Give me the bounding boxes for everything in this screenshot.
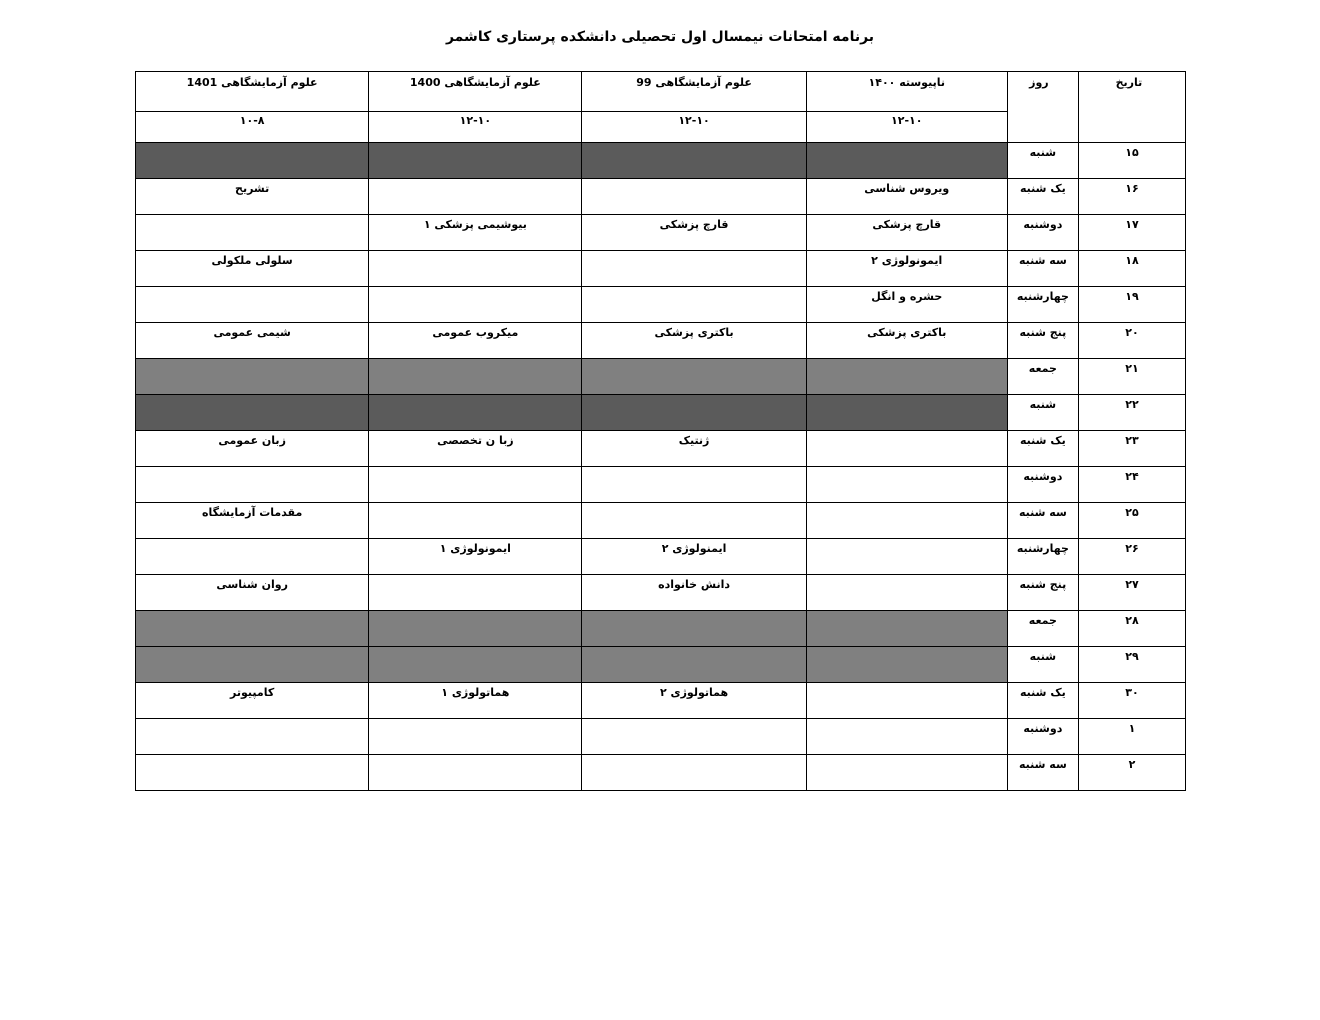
day-cell: دوشنبه	[1007, 467, 1078, 503]
day-cell: شنبه	[1007, 647, 1078, 683]
table-row	[136, 575, 1186, 611]
date-cell: ۲۷	[1078, 575, 1185, 611]
col1-cell: قارچ پزشکی	[806, 215, 1007, 251]
col2-cell	[582, 611, 806, 647]
date-cell: ۱۹	[1078, 287, 1185, 323]
col4-cell	[136, 611, 369, 647]
date-cell: ۱۵	[1078, 143, 1185, 179]
table-row	[136, 143, 1186, 179]
table-row	[136, 647, 1186, 683]
day-cell: شنبه	[1007, 143, 1078, 179]
day-cell: جمعه	[1007, 359, 1078, 395]
table-row	[136, 539, 1186, 575]
header-row	[136, 72, 1186, 112]
col3-cell	[369, 503, 582, 539]
col3-cell	[369, 611, 582, 647]
col2-cell	[582, 287, 806, 323]
col1-cell: باکتری پزشکی	[806, 323, 1007, 359]
page-title: برنامه امتحانات نیمسال اول تحصیلی دانشکده پرستاری کاشمر	[445, 29, 875, 45]
table-row	[136, 431, 1186, 467]
time-col2: ۱۲-۱۰	[582, 112, 806, 143]
exam-schedule-table	[135, 71, 1186, 791]
table-row	[136, 683, 1186, 719]
col2-cell	[582, 755, 806, 791]
date-cell: ۱۸	[1078, 251, 1185, 287]
col1-cell	[806, 539, 1007, 575]
table-row	[136, 251, 1186, 287]
table-row	[136, 755, 1186, 791]
date-cell: ۲۸	[1078, 611, 1185, 647]
col4-cell: تشریح	[136, 179, 369, 215]
col3-cell	[369, 575, 582, 611]
header-col2: علوم آزمایشگاهی 99	[582, 72, 806, 112]
col4-cell	[136, 395, 369, 431]
col4-cell	[136, 143, 369, 179]
col4-cell: روان شناسی	[136, 575, 369, 611]
date-cell: ۱	[1078, 719, 1185, 755]
table-row	[136, 323, 1186, 359]
col2-cell	[582, 251, 806, 287]
col2-cell: ایمنولوژی ۲	[582, 539, 806, 575]
date-cell: ۱۷	[1078, 215, 1185, 251]
time-col1: ۱۲-۱۰	[806, 112, 1007, 143]
col1-cell	[806, 395, 1007, 431]
col2-cell	[582, 143, 806, 179]
col2-cell	[582, 467, 806, 503]
date-cell: ۲۱	[1078, 359, 1185, 395]
col1-cell	[806, 719, 1007, 755]
col4-cell: مقدمات آزمایشگاه	[136, 503, 369, 539]
time-col4: ۱۰-۸	[136, 112, 369, 143]
col4-cell	[136, 359, 369, 395]
date-cell: ۲۹	[1078, 647, 1185, 683]
col2-cell: هماتولوژی ۲	[582, 683, 806, 719]
col2-cell	[582, 503, 806, 539]
col2-cell	[582, 719, 806, 755]
col1-cell	[806, 503, 1007, 539]
day-cell: شنبه	[1007, 395, 1078, 431]
day-cell: سه شنبه	[1007, 503, 1078, 539]
col4-cell	[136, 647, 369, 683]
col1-cell	[806, 683, 1007, 719]
col4-cell: کامپیوتر	[136, 683, 369, 719]
col2-cell: دانش خانواده	[582, 575, 806, 611]
col3-cell: بیوشیمی پزشکی ۱	[369, 215, 582, 251]
col3-cell	[369, 143, 582, 179]
table-row	[136, 359, 1186, 395]
col3-cell: میکروب عمومی	[369, 323, 582, 359]
day-cell: یک شنبه	[1007, 683, 1078, 719]
header-col3: علوم آزمایشگاهی 1400	[369, 72, 582, 112]
col3-cell	[369, 251, 582, 287]
col4-cell	[136, 539, 369, 575]
col1-cell	[806, 611, 1007, 647]
date-cell: ۲	[1078, 755, 1185, 791]
table-row	[136, 395, 1186, 431]
col3-cell	[369, 647, 582, 683]
day-cell: یک شنبه	[1007, 179, 1078, 215]
header-col4: علوم آزمایشگاهی 1401	[136, 72, 369, 112]
col4-cell	[136, 215, 369, 251]
day-cell: چهارشنبه	[1007, 539, 1078, 575]
col3-cell	[369, 287, 582, 323]
col2-cell	[582, 647, 806, 683]
day-cell: پنج شنبه	[1007, 323, 1078, 359]
table-row	[136, 503, 1186, 539]
col2-cell	[582, 179, 806, 215]
date-cell: ۲۲	[1078, 395, 1185, 431]
col1-cell	[806, 755, 1007, 791]
day-cell: یک شنبه	[1007, 431, 1078, 467]
date-cell: ۲۰	[1078, 323, 1185, 359]
day-cell: سه شنبه	[1007, 251, 1078, 287]
col3-cell	[369, 719, 582, 755]
col1-cell	[806, 467, 1007, 503]
col2-cell	[582, 395, 806, 431]
day-cell: پنج شنبه	[1007, 575, 1078, 611]
table-row	[136, 179, 1186, 215]
date-cell: ۲۵	[1078, 503, 1185, 539]
col3-cell	[369, 395, 582, 431]
col3-cell: زبا ن تخصصی	[369, 431, 582, 467]
day-cell: دوشنبه	[1007, 719, 1078, 755]
date-cell: ۲۴	[1078, 467, 1185, 503]
col3-cell: ایمونولوژی ۱	[369, 539, 582, 575]
time-col3: ۱۲-۱۰	[369, 112, 582, 143]
day-cell: سه شنبه	[1007, 755, 1078, 791]
col1-cell: ایمونولوژی ۲	[806, 251, 1007, 287]
col2-cell: ژنتیک	[582, 431, 806, 467]
date-cell: ۳۰	[1078, 683, 1185, 719]
col4-cell	[136, 467, 369, 503]
col2-cell: قارچ پزشکی	[582, 215, 806, 251]
day-cell: چهارشنبه	[1007, 287, 1078, 323]
col3-cell	[369, 359, 582, 395]
col2-cell: باکتری پزشکی	[582, 323, 806, 359]
date-cell: ۱۶	[1078, 179, 1185, 215]
col3-cell	[369, 755, 582, 791]
col4-cell	[136, 719, 369, 755]
col4-cell	[136, 287, 369, 323]
day-cell: جمعه	[1007, 611, 1078, 647]
col4-cell: زبان عمومی	[136, 431, 369, 467]
col4-cell	[136, 755, 369, 791]
col1-cell: ویروس شناسی	[806, 179, 1007, 215]
header-day: روز	[1007, 72, 1078, 143]
col3-cell: هماتولوژی ۱	[369, 683, 582, 719]
col2-cell	[582, 359, 806, 395]
schedule-rows	[136, 143, 1186, 791]
header-col1: ناپیوسته ۱۴۰۰	[806, 72, 1007, 112]
col1-cell: حشره و انگل	[806, 287, 1007, 323]
date-cell: ۲۶	[1078, 539, 1185, 575]
day-cell: دوشنبه	[1007, 215, 1078, 251]
col1-cell	[806, 143, 1007, 179]
table-row	[136, 719, 1186, 755]
table-row	[136, 611, 1186, 647]
col1-cell	[806, 359, 1007, 395]
col4-cell: سلولی ملکولی	[136, 251, 369, 287]
col1-cell	[806, 431, 1007, 467]
col1-cell	[806, 575, 1007, 611]
table-row	[136, 215, 1186, 251]
table-row	[136, 467, 1186, 503]
header-date: تاریخ	[1078, 72, 1185, 143]
col4-cell: شیمی عمومی	[136, 323, 369, 359]
table-row	[136, 287, 1186, 323]
col3-cell	[369, 179, 582, 215]
col3-cell	[369, 467, 582, 503]
col1-cell	[806, 647, 1007, 683]
date-cell: ۲۳	[1078, 431, 1185, 467]
